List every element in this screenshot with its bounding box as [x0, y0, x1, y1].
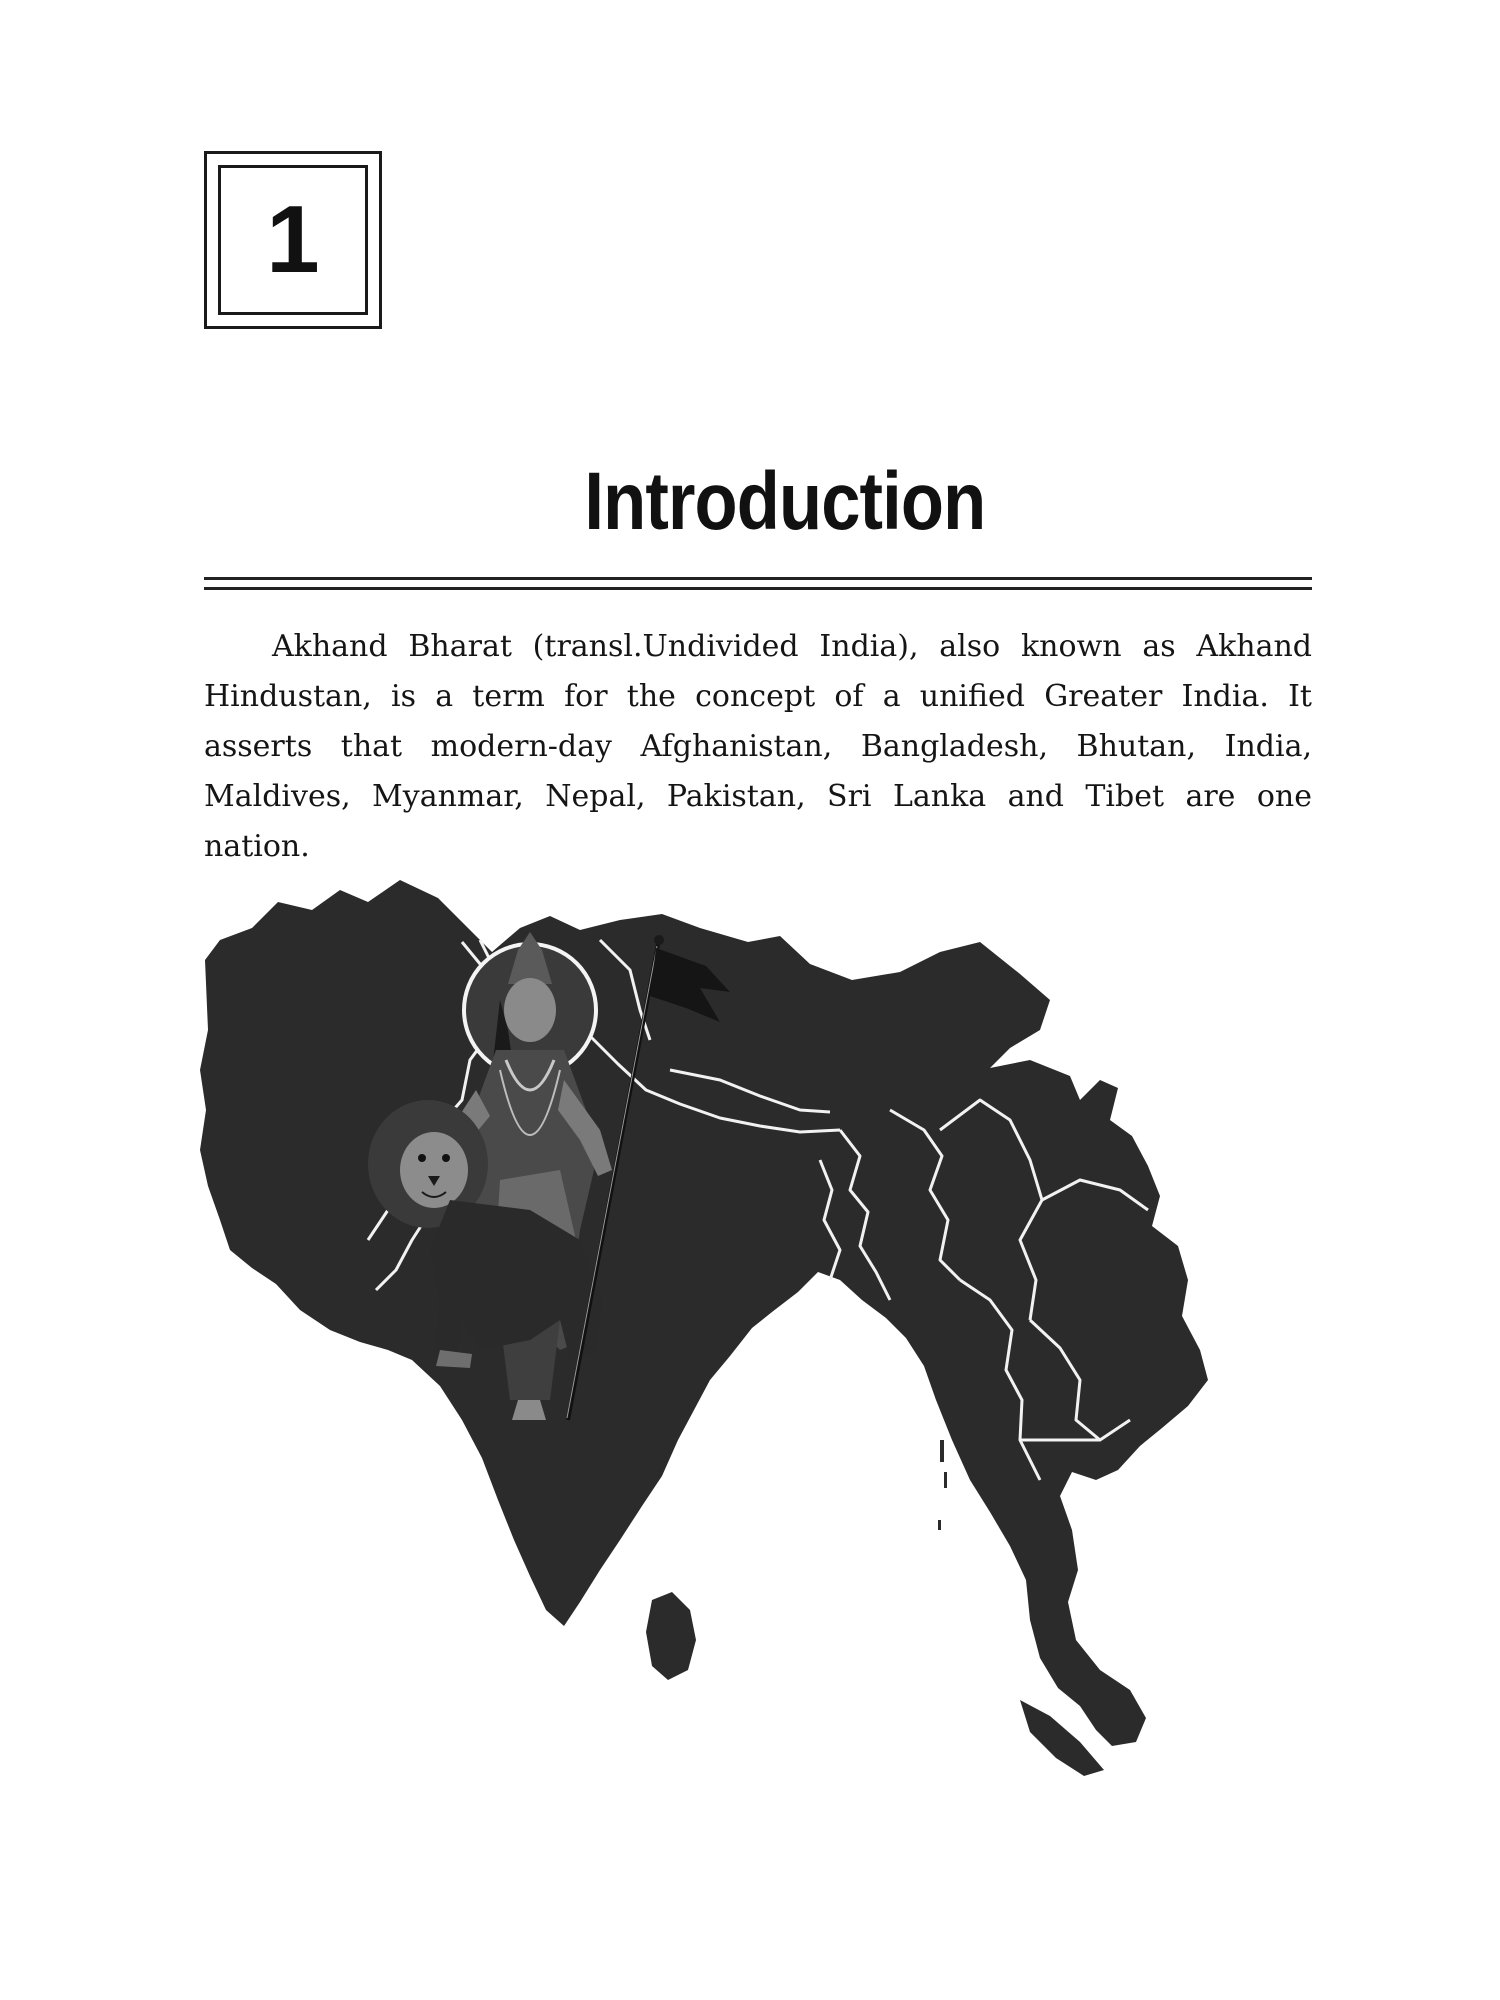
- lion-eye-right: [442, 1154, 450, 1162]
- title-rule-top: [204, 577, 1312, 580]
- chapter-title: Introduction: [584, 456, 986, 547]
- chapter-number-inner-frame: [218, 165, 368, 315]
- map-island-speck: [940, 1440, 944, 1462]
- map-island-speck: [944, 1472, 947, 1488]
- flag-finial: [654, 935, 664, 945]
- chapter-number-box: [204, 151, 382, 329]
- akhand-bharat-map-illustration: [200, 880, 1320, 1780]
- intro-paragraph: Akhand Bharat (transl.Undivided India), also known as Akhand Hindustan, is a term for the concept of a unified Greater India. It asserts that modern-day Afghanistan, Bangladesh, Bhutan, India, Maldives, Myanmar, Nepal, Pakistan, Sri Lanka and Tibet are one nation.: [204, 629, 1312, 864]
- title-rule-bottom: [204, 587, 1312, 590]
- goddess-face: [504, 978, 556, 1042]
- map-island-sri-lanka: [646, 1592, 696, 1680]
- map-island-speck: [938, 1520, 941, 1530]
- map-bay-notch: [764, 1330, 786, 1358]
- chapter-number: 1: [266, 186, 320, 293]
- lion-eye-left: [418, 1154, 426, 1162]
